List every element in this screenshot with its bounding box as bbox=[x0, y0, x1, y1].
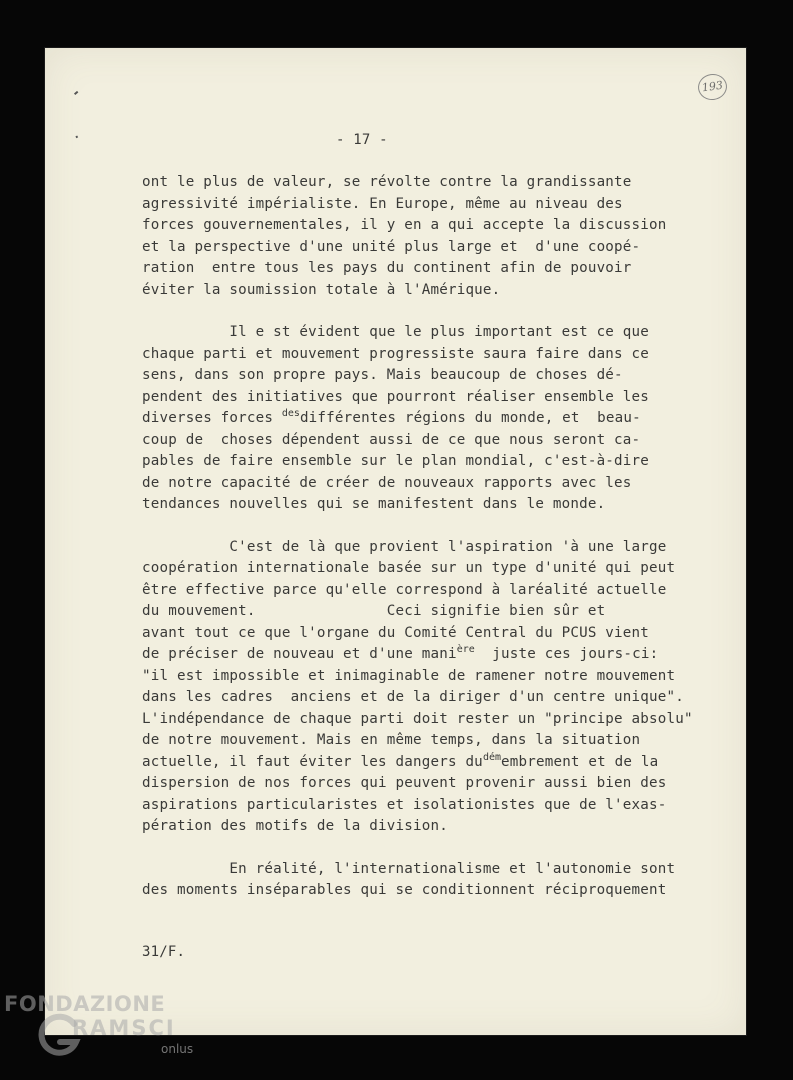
archive-watermark bbox=[4, 992, 204, 1072]
text-line bbox=[142, 172, 702, 194]
archive-number-stamp: 193 bbox=[696, 72, 728, 102]
text-line-content: "il est impossible et inimaginable de ramener notre mouvement bbox=[142, 667, 676, 684]
text-line-content: dispersion de nos forces qui peuvent provenir aussi bien des bbox=[142, 775, 667, 791]
text-line-continuation: différentes régions du monde, et beau- bbox=[299, 410, 641, 426]
interlinear-correction: dém bbox=[482, 751, 501, 763]
text-line-content: dans les cadres anciens et de la diriger d'un centre unique". bbox=[142, 689, 684, 705]
text-line-content: sens, dans son propre pays. Mais beaucoup de choses dé- bbox=[142, 367, 623, 383]
text-line bbox=[142, 795, 702, 817]
text-line bbox=[142, 580, 702, 602]
text-line-content: pération des motifs de la division. bbox=[142, 818, 448, 834]
text-line-content: pables de faire ensemble sur le plan mondial, c'est-à-dire bbox=[142, 453, 650, 469]
text-line bbox=[142, 494, 702, 516]
text-line-content: agressivité impérialiste. En Europe, même au niveau des bbox=[142, 195, 623, 212]
text-line-content: tendances nouvelles qui se manifestent dans le monde. bbox=[142, 496, 606, 512]
text-line bbox=[142, 280, 702, 302]
text-line bbox=[142, 558, 702, 580]
text-line-content: ration entre tous les pays du continent afin de pouvoir bbox=[142, 260, 632, 276]
text-line bbox=[142, 430, 702, 452]
paragraph-break bbox=[142, 301, 702, 322]
text-line bbox=[142, 537, 702, 559]
text-line bbox=[142, 623, 702, 645]
text-line bbox=[142, 408, 702, 430]
watermark-foundation-text: FONDAZIONE bbox=[4, 992, 166, 1016]
text-line-continuation: juste ces jours-ci: bbox=[474, 646, 659, 662]
text-line bbox=[142, 666, 702, 688]
text-line bbox=[142, 473, 702, 495]
text-line-content: En réalité, l'internationalisme et l'autonomie sont bbox=[142, 860, 676, 877]
text-line bbox=[142, 194, 702, 216]
text-line-content: de préciser de nouveau et d'une mani bbox=[142, 646, 457, 662]
watermark-gramsci-text: RAMSCI bbox=[72, 1016, 176, 1040]
text-line bbox=[142, 451, 702, 473]
text-line bbox=[142, 258, 702, 280]
text-line-content: coopération internationale basée sur un type d'unité qui peut bbox=[142, 560, 676, 576]
text-line bbox=[142, 215, 702, 237]
text-line bbox=[142, 709, 702, 731]
text-line-content: diverses forces bbox=[142, 410, 282, 426]
text-line-content: et la perspective d'une unité plus large et d'une coopé- bbox=[142, 238, 641, 255]
text-line bbox=[142, 880, 702, 902]
text-line-content: ont le plus de valeur, se révolte contre la grandissante bbox=[142, 174, 632, 190]
paragraph-break bbox=[142, 838, 702, 859]
text-line-content: être effective parce qu'elle correspond à laréalité actuelle bbox=[142, 581, 667, 598]
text-line bbox=[142, 730, 702, 752]
text-line-content: coup de choses dépendent aussi de ce que nous seront ca- bbox=[142, 431, 641, 448]
text-line bbox=[142, 752, 702, 774]
text-line-content: chaque parti et mouvement progressiste saura faire dans ce bbox=[142, 345, 650, 362]
text-line bbox=[142, 322, 702, 344]
text-line bbox=[142, 237, 702, 259]
text-line-content: avant tout ce que l'organe du Comité Central du PCUS vient bbox=[142, 624, 650, 641]
text-line bbox=[142, 387, 702, 409]
interlinear-correction: des bbox=[281, 408, 300, 419]
paragraph-break bbox=[142, 516, 702, 537]
text-line-content: actuelle, il faut éviter les dangers du bbox=[142, 753, 483, 770]
text-line bbox=[142, 644, 702, 666]
text-line-continuation: embrement et de la bbox=[501, 753, 659, 770]
text-line-content: forces gouvernementales, il y en a qui accepte la discussion bbox=[142, 217, 667, 233]
text-line-content: pendent des initiatives que pourront réaliser ensemble les bbox=[142, 388, 650, 405]
text-line-content: aspirations particularistes et isolationistes que de l'exas- bbox=[142, 796, 667, 813]
page-number: - 17 - bbox=[336, 132, 388, 148]
text-line-content: Il e st évident que le plus important est ce que bbox=[142, 324, 650, 340]
text-line bbox=[142, 687, 702, 709]
text-line bbox=[142, 859, 702, 881]
footer-reference: 31/F. bbox=[142, 944, 186, 960]
watermark-onlus-text: onlus bbox=[161, 1042, 194, 1056]
text-line-content: L'indépendance de chaque parti doit rester un "principe absolu" bbox=[142, 710, 693, 727]
text-line-content: du mouvement. Ceci signifie bien sûr et bbox=[142, 603, 606, 619]
text-line bbox=[142, 601, 702, 623]
text-line-content: de notre mouvement. Mais en même temps, dans la situation bbox=[142, 732, 641, 748]
text-line-content: des moments inséparables qui se conditionnent réciproquement bbox=[142, 882, 667, 898]
typed-body-text bbox=[142, 172, 702, 902]
text-line bbox=[142, 816, 702, 838]
interlinear-correction: ère bbox=[456, 644, 475, 655]
text-line-content: éviter la soumission totale à l'Amérique. bbox=[142, 281, 501, 298]
text-line-content: C'est de là que provient l'aspiration 'à une large bbox=[142, 538, 667, 555]
text-line bbox=[142, 365, 702, 387]
text-line bbox=[142, 344, 702, 366]
text-line bbox=[142, 773, 702, 795]
text-line-content: de notre capacité de créer de nouveaux rapports avec les bbox=[142, 474, 632, 491]
